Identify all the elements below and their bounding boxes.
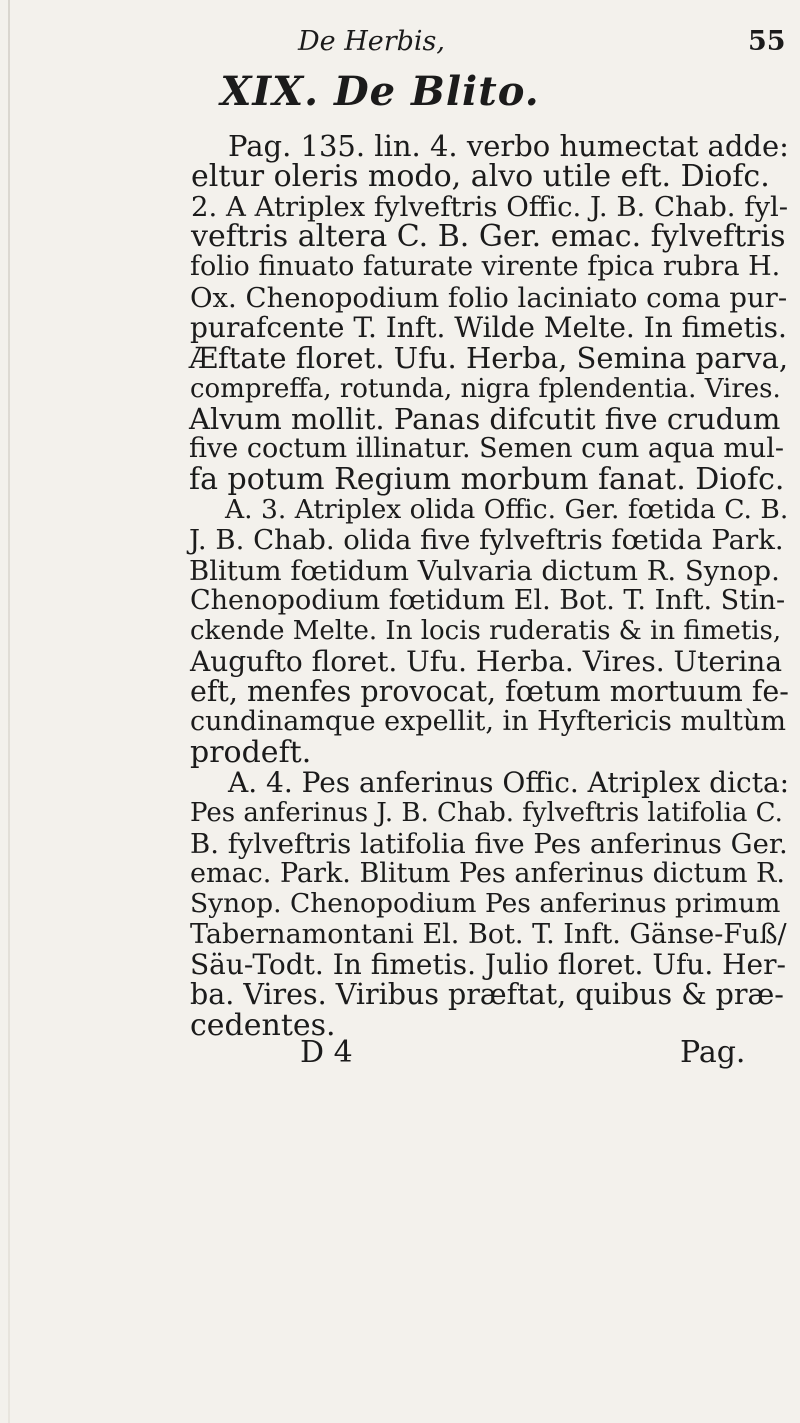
section-title-text: XIX. De Blito. — [220, 68, 540, 115]
text-line: purafcente T. Inft. Wilde Melte. In fimetis. — [190, 311, 787, 344]
text-line: compreffa, rotunda, nigra fplendentia. Vires. — [190, 374, 781, 404]
text-line: A. 3. Atriplex olida Offic. Ger. fœtida C. B. — [225, 494, 789, 525]
running-head — [0, 22, 800, 62]
signature-mark: D 4 — [300, 1035, 353, 1070]
text-line: Pag. 135. lin. 4. verbo humectat adde: — [228, 129, 789, 163]
text-line: Tabernamontani El. Bot. T. Inft. Gänse-Fuß/ — [190, 919, 787, 950]
text-line: Æftate floret. Ufu. Herba, Semina parva, — [189, 341, 789, 375]
text-line: veftris altera C. B. Ger. emac. fylveftris — [191, 219, 786, 254]
text-line: J. B. Chab. olida five fylveftris fœtida Park. — [189, 524, 784, 556]
text-line: cundinamque expellit, in Hyftericis multùm — [190, 706, 786, 737]
text-line: eft, menfes provocat, fœtum mortuum fe- — [190, 675, 789, 708]
text-line: Ox. Chenopodium folio laciniato coma pur- — [190, 282, 788, 314]
page-footer — [0, 1035, 800, 1075]
text-line: A. 4. Pes anferinus Offic. Atriplex dicta: — [228, 766, 790, 799]
text-line: Chenopodium fœtidum El. Bot. T. Inft. Stin- — [190, 585, 786, 616]
text-line: eltur oleris modo, alvo utile eft. Diofc. — [191, 159, 770, 194]
section-title — [0, 68, 800, 115]
text-line: cedentes. — [190, 1008, 336, 1043]
text-line: folio finuato faturate virente fpica rubra H. — [190, 251, 781, 282]
text-line: five coctum illinatur. Semen cum aqua mul- — [189, 433, 785, 464]
text-line: ba. Vires. Viribus præftat, quibus & præ- — [190, 978, 784, 1011]
catchword: Pag. — [680, 1035, 746, 1070]
text-line: 2. A Atriplex fylveftris Offic. J. B. Chab. fyl- — [191, 191, 789, 223]
text-line: Säu-Todt. In fimetis. Julio floret. Ufu. Her- — [190, 948, 786, 981]
text-line: fa potum Regium morbum fanat. Diofc. — [189, 462, 785, 497]
text-line: Alvum mollit. Panas difcutit five crudum — [189, 402, 781, 436]
page-edge — [8, 0, 10, 1423]
text-line: Synop. Chenopodium Pes anferinus primum — [190, 888, 781, 919]
text-line: prodeft. — [190, 735, 312, 770]
text-line: ckende Melte. In locis ruderatis & in fimetis, — [190, 616, 782, 646]
text-line: Pes anferinus J. B. Chab. fylveftris latifolia C. — [190, 798, 783, 828]
text-line: B. fylveftris latifolia five Pes anferinus Ger. — [190, 828, 788, 860]
text-line: emac. Park. Blitum Pes anferinus dictum R. — [190, 858, 785, 889]
text-line: Blitum fœtidum Vulvaria dictum R. Synop. — [189, 555, 780, 587]
running-head-title: De Herbis, — [298, 26, 445, 57]
text-line: Augufto floret. Ufu. Herba. Vires. Uterina — [190, 645, 783, 678]
page-number: 55 — [748, 26, 786, 57]
